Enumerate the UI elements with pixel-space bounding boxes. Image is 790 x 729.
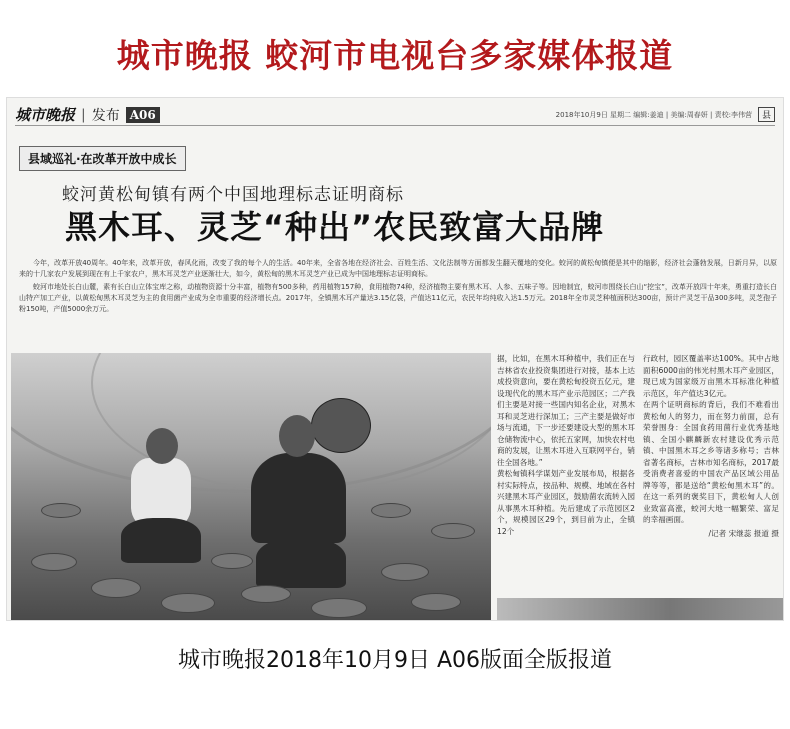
article-byline: /记者 宋继蕊 报道 摄 bbox=[708, 528, 779, 538]
mushroom-cap bbox=[411, 593, 461, 611]
section-name: 发布 bbox=[91, 107, 120, 124]
person-left-head bbox=[146, 428, 178, 464]
mushroom-cap bbox=[211, 553, 253, 569]
person-right-legs bbox=[256, 538, 346, 588]
page-title: 城市晚报 蛟河市电视台多家媒体报道 bbox=[116, 36, 674, 75]
issue-meta: 2018年10月9日 星期二 编辑:姜迪 | 美编:周春妍 | 责校:李伟营 bbox=[555, 110, 752, 119]
newspaper-clipping bbox=[6, 97, 784, 621]
page-caption: 城市晚报2018年10月9日 A06版面全版报道 bbox=[177, 648, 613, 673]
lead-paragraph: 今年，改革开放40周年。40年来，改革开放，春风化雨，改变了我的每个人的生活。40年来，全省各地在经济社会、百姓生活、文化法制等方面都发生翻天覆地的变化。蛟河的黄松甸镇便是其中的缩影，经济社会蓬勃发展，日新月异，以原来的十几家农户发展到现在有上千家农户，黑木耳灵芝产业逐渐壮大，如今，黄松甸的黑木耳灵芝产业已成为中国地理标志证明商标。 bbox=[19, 259, 777, 278]
corner-photo bbox=[497, 598, 784, 621]
article-column bbox=[497, 353, 635, 537]
mushroom-cap bbox=[91, 578, 141, 598]
article-lead bbox=[19, 258, 777, 317]
mushroom-cap bbox=[381, 563, 429, 581]
mushroom-cap bbox=[311, 598, 367, 618]
mushroom-cap bbox=[161, 593, 215, 613]
article-subhead: 蛟河黄松甸镇有两个中国地理标志证明商标 bbox=[62, 185, 404, 205]
person-right-head bbox=[279, 415, 315, 457]
mushroom-cap bbox=[431, 523, 475, 539]
column-text: 据，比如，在黑木耳种植中，我们正在与吉林省农业投资集团进行对接，基本上达成投资意向，要在黄松甸投资五亿元，建设现代化的黑木耳产业示范园区；二产我们主要是对接一些国内知名企业，对黑木耳和灵芝进行深加工；三产主要是做好市场与流通，下一步还要建设大型的黑木耳仓储物流中心，依托五家网，加快农村电商的发展，让黑木耳进入互联网平台，销往全国各地。” 黄松甸镇科学谋划产业发展布局，根据各村实际特点，按品种、规模、地域在各村兴建黑木耳产业园区，鼓励菌农流转入园从事黑木耳种植。先后建成了示范园区2个，规模园区29个，到目前为止，全镇12个 bbox=[497, 354, 635, 536]
article-photo bbox=[11, 353, 491, 621]
lead-paragraph: 蛟河市地处长白山麓，素有长白山立体宝库之称，动植物资源十分丰富，植物有500多种，药用植物157种，食用植物74种，经济植物主要有黑木耳、人参、五味子等。因地制宜，蛟河市围绕长白山“挖宝”，改革开放四十年来，勇重打造长白山特产加工产业，以黄松甸黑木耳灵芝为主的食用菌产业成为全市重要的经济增长点。2017年，全镇黑木耳产量达3.15亿袋，产值达11亿元，农民年均纯收入达1.5万元。2018年全市灵芝种植面积达300亩，预计产灵芝干品300多吨，灵芝孢子粉150吨，产值5000余万元。 bbox=[19, 283, 777, 313]
masthead-separator: | bbox=[81, 106, 86, 123]
article-headline: 黑木耳、灵芝“种出”农民致富大品牌 bbox=[65, 208, 605, 246]
mushroom-cap bbox=[31, 553, 77, 571]
county-tag: 县 bbox=[758, 107, 775, 122]
paper-name: 城市晚报 bbox=[15, 106, 76, 124]
mushroom-cap bbox=[371, 503, 411, 518]
column-banner: 县域巡礼·在改革开放中成长 bbox=[19, 146, 186, 171]
masthead bbox=[15, 104, 775, 126]
mushroom-cap bbox=[41, 503, 81, 518]
person-left-legs bbox=[121, 518, 201, 563]
article-column bbox=[643, 353, 779, 539]
mushroom-cap bbox=[241, 585, 291, 603]
column-text: 行政村，园区覆盖率达100%。其中占地面积6000亩的伟光村黑木耳产业园区，现已成为国家级万亩黑木耳标准化种植示范区，年产值达3亿元。 在两个证明商标的背后，我们不难看出黄松甸人的努力，而在努力前面，总有荣誉围身：全国食药用菌行业优秀基地镇、全国小麒麟新农村建设优秀示范镇、中国黑木耳之乡等诸多称号；吉林省著名商标，吉林市知名商标，2017最受消费者喜爱的中国农产品区域公用品牌等等，都是送给“黄松甸黑木耳”的。在这一系列的褒奖目下，黄松甸人人创业致富高涨，蛟河大地一幅繁荣、富足的幸福画面。 bbox=[643, 354, 779, 524]
fan-duct bbox=[311, 398, 371, 453]
page-code: A06 bbox=[126, 107, 160, 123]
person-right-body bbox=[251, 453, 346, 543]
